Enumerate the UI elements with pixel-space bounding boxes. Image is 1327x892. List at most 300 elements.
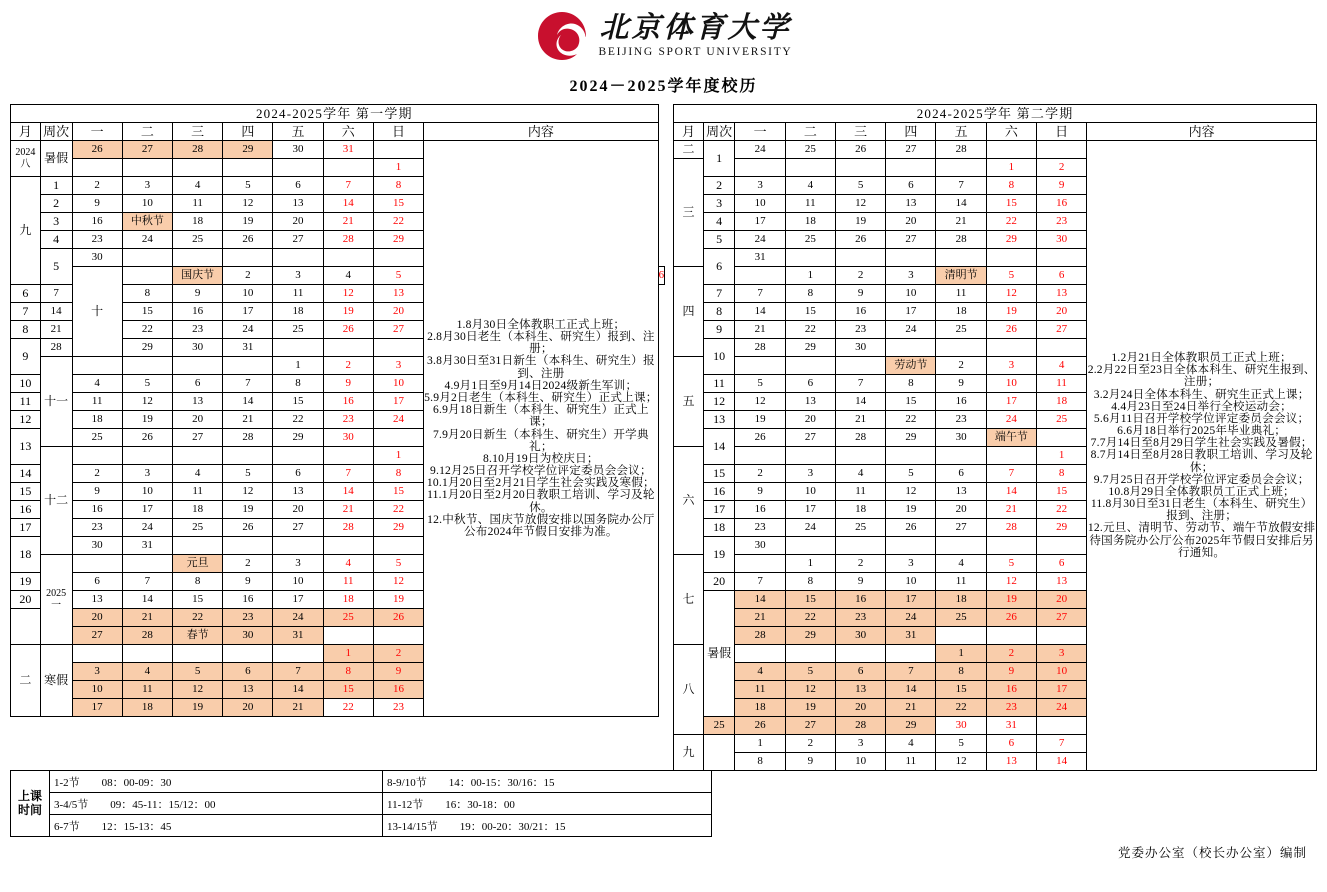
day-cell: 29 [886,429,936,447]
week-number [11,609,41,645]
day-cell: 8 [1036,465,1086,483]
day-cell: 25 [835,519,885,537]
day-cell: 15 [373,483,423,501]
day-cell: 21 [323,213,373,231]
day-cell: 18 [323,591,373,609]
day-cell: 28 [40,339,72,357]
day-cell: 31 [986,717,1036,735]
period-label: 13-14/15节 [387,820,438,833]
day-cell: 4 [72,375,122,393]
day-cell [273,645,323,663]
col-header-wed: 三 [173,123,223,141]
class-time-entry-right [383,793,712,815]
day-cell [986,141,1036,159]
day-cell: 14 [122,591,172,609]
day-cell: 22 [373,501,423,519]
calendar-tables [0,104,1327,771]
day-cell: 3 [273,267,323,285]
day-cell: 3 [835,735,885,753]
day-cell: 6 [1036,555,1086,573]
day-cell: 5 [936,735,986,753]
day-cell: 30 [223,627,273,645]
col-header-fri: 五 [936,123,986,141]
day-cell [273,447,323,465]
month-label: 九 [674,735,704,771]
day-cell: 18 [72,411,122,429]
day-cell: 7 [273,663,323,681]
day-cell: 5 [373,267,423,285]
university-name-cn: 北京体育大学 [599,11,792,44]
day-cell [323,339,373,357]
day-cell: 20 [373,303,423,321]
day-cell: 29 [886,717,936,735]
day-cell: 13 [1036,285,1086,303]
day-cell: 16 [323,393,373,411]
week-number: 18 [11,537,41,573]
day-cell: 13 [835,681,885,699]
day-cell: 27 [886,141,936,159]
day-cell: 26 [986,321,1036,339]
day-cell: 22 [886,411,936,429]
day-cell: 26 [986,609,1036,627]
day-cell: 11 [735,681,785,699]
day-cell: 8 [323,663,373,681]
day-cell: 2 [223,267,273,285]
day-cell [1036,339,1086,357]
week-number [703,735,735,771]
note-item: 8.7月14日至8月28日教职工培训、学习及轮休； [1090,448,1313,474]
week-number: 20 [11,591,41,609]
day-cell [785,357,835,375]
col-header-thu: 四 [886,123,936,141]
day-cell: 29 [785,627,835,645]
day-cell: 1 [323,645,373,663]
day-cell: 5 [373,555,423,573]
day-cell: 13 [173,393,223,411]
day-cell: 10 [373,375,423,393]
day-cell [735,555,785,573]
day-cell: 14 [735,303,785,321]
day-cell: 29 [986,231,1036,249]
day-cell [173,447,223,465]
day-cell: 13 [1036,573,1086,591]
day-cell: 15 [323,681,373,699]
day-cell: 13 [273,195,323,213]
day-cell: 2 [323,357,373,375]
day-cell: 10 [223,285,273,303]
day-cell: 23 [323,411,373,429]
day-cell [986,627,1036,645]
day-cell [173,537,223,555]
col-header-sun: 日 [1036,123,1086,141]
day-cell [72,159,122,177]
day-cell [273,249,323,267]
week-number: 11 [11,393,41,411]
class-time-body [11,771,712,837]
day-cell: 9 [1036,177,1086,195]
day-cell: 13 [223,681,273,699]
class-time-entry-right [383,815,712,837]
day-cell [785,537,835,555]
day-cell: 25 [785,231,835,249]
day-cell: 9 [936,375,986,393]
day-cell: 22 [986,213,1036,231]
day-cell: 26 [735,717,785,735]
day-cell: 11 [785,195,835,213]
day-cell: 7 [986,465,1036,483]
col-header-month: 月 [11,123,41,141]
day-cell: 23 [223,609,273,627]
day-cell: 7 [323,465,373,483]
col-header-tue: 二 [122,123,172,141]
day-cell: 9 [323,375,373,393]
day-cell: 5 [735,375,785,393]
week-number: 13 [11,429,41,465]
day-cell: 1 [785,267,835,285]
day-cell: 21 [835,411,885,429]
day-cell: 24 [886,609,936,627]
day-cell: 劳动节 [886,357,936,375]
day-cell [122,159,172,177]
day-cell: 28 [173,141,223,159]
week-number: 10 [11,375,41,393]
day-cell: 3 [122,177,172,195]
day-cell [323,159,373,177]
day-cell: 12 [223,483,273,501]
day-cell: 9 [72,483,122,501]
day-cell: 5 [886,465,936,483]
day-cell: 8 [122,285,172,303]
note-item: 2.8月30日老生（本科生、研究生）报到、注册； [427,330,655,356]
day-cell: 26 [835,231,885,249]
week-number: 16 [703,483,735,501]
day-cell: 15 [785,591,835,609]
day-cell [835,249,885,267]
week-number: 4 [703,213,735,231]
note-item: 9.7月25日召开学校学位评定委员会会议； [1093,472,1310,486]
day-cell: 15 [986,195,1036,213]
day-cell: 6 [986,735,1036,753]
day-cell: 30 [835,627,885,645]
day-cell: 13 [273,483,323,501]
day-cell: 1 [273,357,323,375]
day-cell: 14 [986,483,1036,501]
day-cell: 13 [72,591,122,609]
note-item: 7.7月14日至8月29日学生社会实践及暑假； [1090,436,1313,450]
week-number: 17 [703,501,735,519]
day-cell: 28 [735,339,785,357]
day-cell: 8 [373,177,423,195]
day-cell: 元旦 [173,555,223,573]
day-cell: 2 [1036,159,1086,177]
day-cell: 1 [735,735,785,753]
day-cell: 30 [1036,231,1086,249]
day-cell: 27 [122,141,172,159]
week-number: 6 [11,285,41,303]
day-cell: 21 [323,501,373,519]
week-number: 7 [11,303,41,321]
day-cell: 2 [785,735,835,753]
day-cell: 4 [173,465,223,483]
day-cell: 18 [1036,393,1086,411]
day-cell: 3 [986,357,1036,375]
month-label: 十 [72,267,122,357]
day-cell: 28 [323,519,373,537]
day-cell: 国庆节 [173,267,223,285]
day-cell: 7 [936,177,986,195]
day-cell: 3 [72,663,122,681]
day-cell: 29 [1036,519,1086,537]
day-cell [1036,627,1086,645]
day-cell: 14 [735,591,785,609]
day-cell: 5 [122,375,172,393]
note-item: 8.10月19日为校庆日； [483,451,599,465]
month-label: 四 [674,267,704,357]
day-cell: 18 [273,303,323,321]
week-number: 9 [11,339,41,375]
week-number: 13 [703,411,735,429]
day-cell: 4 [886,735,936,753]
note-item: 12.中秋节、国庆节放假安排以国务院办公厅公布2024年节假日安排为准。 [427,512,655,538]
week-number: 暑假 [40,141,72,177]
day-cell: 29 [785,339,835,357]
day-cell: 28 [323,231,373,249]
day-cell [223,357,273,375]
day-cell: 24 [735,141,785,159]
week-number: 2 [40,195,72,213]
day-cell: 11 [323,573,373,591]
day-cell: 31 [273,627,323,645]
day-cell: 1 [986,159,1036,177]
bsu-swirl-logo-icon [535,9,589,63]
day-cell: 春节 [173,627,223,645]
day-cell: 19 [223,501,273,519]
col-header-sat: 六 [323,123,373,141]
day-cell [986,447,1036,465]
day-cell [173,159,223,177]
day-cell: 19 [735,411,785,429]
day-cell: 31 [323,141,373,159]
day-cell [785,447,835,465]
day-cell: 27 [785,717,835,735]
day-cell: 25 [1036,411,1086,429]
day-cell: 8 [735,753,785,771]
day-cell: 19 [785,699,835,717]
day-cell: 6 [273,177,323,195]
day-cell: 21 [223,411,273,429]
week-number: 寒假 [40,645,72,717]
day-cell: 17 [1036,681,1086,699]
day-cell: 12 [886,483,936,501]
day-cell: 8 [936,663,986,681]
day-cell: 24 [373,411,423,429]
day-cell: 20 [273,213,323,231]
day-cell: 20 [1036,303,1086,321]
day-cell [323,627,373,645]
week-number: 暑假 [703,591,735,717]
day-cell: 25 [72,429,122,447]
day-cell: 3 [735,177,785,195]
day-cell [835,645,885,663]
day-cell: 4 [1036,357,1086,375]
day-cell [936,249,986,267]
note-item: 3.2月24日全体本科生、研究生正式上课； [1093,387,1310,401]
day-cell: 7 [1036,735,1086,753]
day-cell: 27 [1036,609,1086,627]
term-notes [424,141,659,717]
week-number: 1 [703,141,735,177]
day-cell: 端午节 [986,429,1036,447]
day-cell: 6 [72,573,122,591]
day-cell: 20 [72,609,122,627]
day-cell: 4 [735,663,785,681]
day-cell: 28 [936,231,986,249]
month-label: 七 [674,555,704,645]
footer-issuer: 党委办公室（校长办公室）编制 [1117,846,1307,860]
class-time-row [11,771,712,793]
day-cell [122,447,172,465]
day-cell: 29 [122,339,172,357]
day-cell: 19 [986,591,1036,609]
day-cell: 2 [835,555,885,573]
day-cell: 16 [1036,195,1086,213]
day-cell: 10 [122,483,172,501]
note-item: 10.8月29日全体教职员工正式上班； [1108,484,1295,498]
class-time-entry-left [50,771,383,793]
day-cell: 18 [735,699,785,717]
col-header-fri: 五 [273,123,323,141]
day-cell [173,645,223,663]
day-cell: 8 [173,573,223,591]
day-cell: 16 [173,303,223,321]
period-time: 09：45-11：15/12：00 [110,798,216,811]
day-cell: 11 [173,195,223,213]
note-item: 4.4月23日至24日举行全校运动会； [1111,399,1292,413]
day-cell [835,537,885,555]
day-cell: 12 [835,195,885,213]
period-time: 08：00-09：30 [101,776,172,789]
day-cell [936,159,986,177]
day-cell: 16 [373,681,423,699]
day-cell: 12 [122,393,172,411]
day-cell: 4 [323,555,373,573]
day-cell: 1 [1036,447,1086,465]
week-number: 10 [703,339,735,375]
day-cell: 28 [122,627,172,645]
day-cell: 24 [785,519,835,537]
period-label: 8-9/10节 [387,776,427,789]
day-cell: 25 [173,231,223,249]
day-cell: 25 [173,519,223,537]
day-cell: 15 [373,195,423,213]
day-cell: 26 [223,231,273,249]
day-cell: 25 [273,321,323,339]
day-cell: 23 [72,231,122,249]
day-cell: 18 [173,213,223,231]
day-cell: 6 [1036,267,1086,285]
day-cell: 28 [986,519,1036,537]
day-cell: 1 [936,645,986,663]
note-item: 5.6月11日召开学校学位评定委员会会议； [1093,411,1310,425]
day-cell: 9 [373,663,423,681]
day-cell [986,339,1036,357]
day-cell: 14 [40,303,72,321]
day-cell: 19 [223,213,273,231]
day-cell [785,645,835,663]
day-cell: 20 [785,411,835,429]
day-cell: 16 [72,501,122,519]
page-title: 2024－2025学年度校历 [569,78,758,95]
day-cell: 26 [122,429,172,447]
day-cell: 5 [835,177,885,195]
day-cell: 24 [122,231,172,249]
day-cell: 12 [323,285,373,303]
day-cell: 17 [886,591,936,609]
day-cell: 14 [835,393,885,411]
day-cell: 29 [373,519,423,537]
period-label: 6-7节 [54,820,80,833]
day-cell: 6 [785,375,835,393]
period-time: 19：00-20：30/21：15 [459,820,566,833]
day-cell: 17 [986,393,1036,411]
class-time-label: 上课 时间 [11,771,50,837]
col-header-thu: 四 [223,123,273,141]
day-cell: 18 [835,501,885,519]
day-cell: 22 [936,699,986,717]
masthead [0,0,1327,66]
day-cell: 31 [223,339,273,357]
day-cell: 27 [273,519,323,537]
day-cell: 23 [835,321,885,339]
day-cell: 12 [936,753,986,771]
period-time: 14：00-15：30/16：15 [448,776,555,789]
day-cell: 15 [936,681,986,699]
day-cell: 11 [936,573,986,591]
day-cell: 3 [373,357,423,375]
day-cell [72,555,122,573]
day-cell: 6 [835,663,885,681]
day-cell [936,339,986,357]
day-cell: 14 [936,195,986,213]
col-header-content: 内容 [1087,123,1317,141]
day-cell: 10 [1036,663,1086,681]
term1-header-row [11,123,665,141]
day-cell: 30 [72,249,122,267]
week-number: 8 [11,321,41,339]
day-cell: 17 [122,501,172,519]
day-cell: 18 [173,501,223,519]
day-cell: 17 [223,303,273,321]
day-cell: 6 [658,267,665,285]
day-cell: 9 [223,573,273,591]
day-cell: 29 [273,429,323,447]
day-cell: 23 [72,519,122,537]
day-cell: 5 [223,177,273,195]
calendar-week-row [11,141,665,159]
term2-calendar [673,104,1317,771]
day-cell: 9 [785,753,835,771]
day-cell: 12 [223,195,273,213]
day-cell [735,447,785,465]
week-number: 16 [11,501,41,519]
day-cell: 清明节 [936,267,986,285]
day-cell: 19 [173,699,223,717]
day-cell: 8 [886,375,936,393]
day-cell: 30 [936,429,986,447]
day-cell: 3 [273,555,323,573]
day-cell: 16 [735,501,785,519]
note-item: 2.2月22日至23日全体本科生、研究生报到、注册； [1087,363,1316,389]
